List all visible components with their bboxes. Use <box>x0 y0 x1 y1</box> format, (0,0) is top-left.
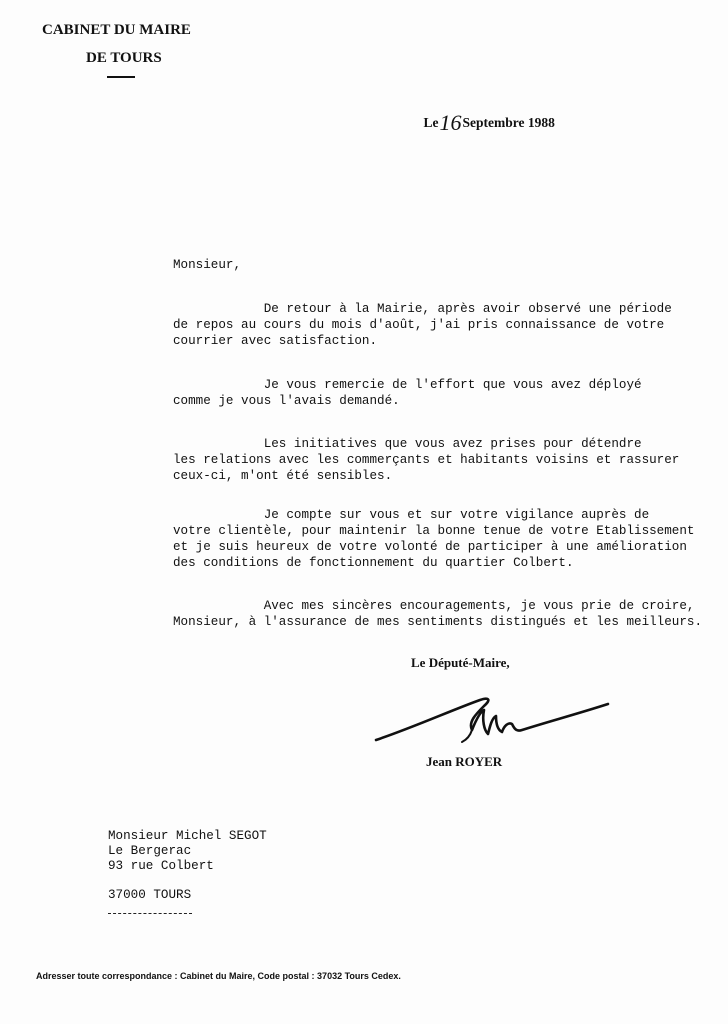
paragraph-line: courrier avec satisfaction. <box>173 334 378 348</box>
salutation: Monsieur, <box>173 258 242 272</box>
recipient-street: 93 rue Colbert <box>108 859 214 873</box>
paragraph-4 <box>173 507 694 571</box>
paragraph-line: Je compte sur vous et sur votre vigilance auprès de <box>173 508 650 522</box>
date-day-handwritten: 16 <box>439 110 462 135</box>
letterhead-rule <box>107 76 135 78</box>
recipient-name: Monsieur Michel SEGOT <box>108 829 267 843</box>
letterhead-line-2: DE TOURS <box>86 50 162 66</box>
recipient-city: 37000 TOURS <box>108 888 192 902</box>
address-underline <box>108 913 192 914</box>
footer-note: Adresser toute correspondance : Cabinet du Maire, Code postal : 37032 Tours Cedex. <box>36 971 401 981</box>
paragraph-line: comme je vous l'avais demandé. <box>173 394 400 408</box>
paragraph-line: de repos au cours du mois d'août, j'ai pris connaissance de votre <box>173 318 665 332</box>
letterhead-line-1: CABINET DU MAIRE <box>42 22 191 38</box>
paragraph-line: De retour à la Mairie, après avoir observé une période <box>173 302 672 316</box>
paragraph-line: ceux-ci, m'ont été sensibles. <box>173 469 393 483</box>
signatory-name: Jean ROYER <box>426 754 503 769</box>
paragraph-line: Avec mes sincères encouragements, je vous prie de croire, <box>173 599 695 613</box>
paragraph-line: votre clientèle, pour maintenir la bonne tenue de votre Etablissement <box>173 524 695 538</box>
paragraph-line: Je vous remercie de l'effort que vous avez déployé <box>173 378 642 392</box>
signatory-title: Le Député-Maire, <box>411 655 510 670</box>
paragraph-line: Les initiatives que vous avez prises pour détendre <box>173 437 642 451</box>
paragraph-2 <box>173 377 642 409</box>
paragraph-line: les relations avec les commerçants et habitants voisins et rassurer <box>173 453 680 467</box>
paragraph-line: Monsieur, à l'assurance de mes sentiments distingués et les meilleurs. <box>173 615 703 629</box>
paragraph-3 <box>173 436 679 484</box>
paragraph-5 <box>173 598 702 630</box>
paragraph-line: des conditions de fonctionnement du quartier Colbert. <box>173 556 574 570</box>
recipient-building: Le Bergerac <box>108 844 192 858</box>
date-month-year: Septembre 1988 <box>462 115 555 130</box>
paragraph-1 <box>173 301 672 349</box>
letter-date <box>410 91 555 149</box>
paragraph-line: et je suis heureux de votre volonté de participer à une amélioration <box>173 540 687 554</box>
recipient-address <box>108 829 267 903</box>
date-prefix: Le <box>423 115 439 130</box>
handwritten-signature <box>372 690 612 750</box>
